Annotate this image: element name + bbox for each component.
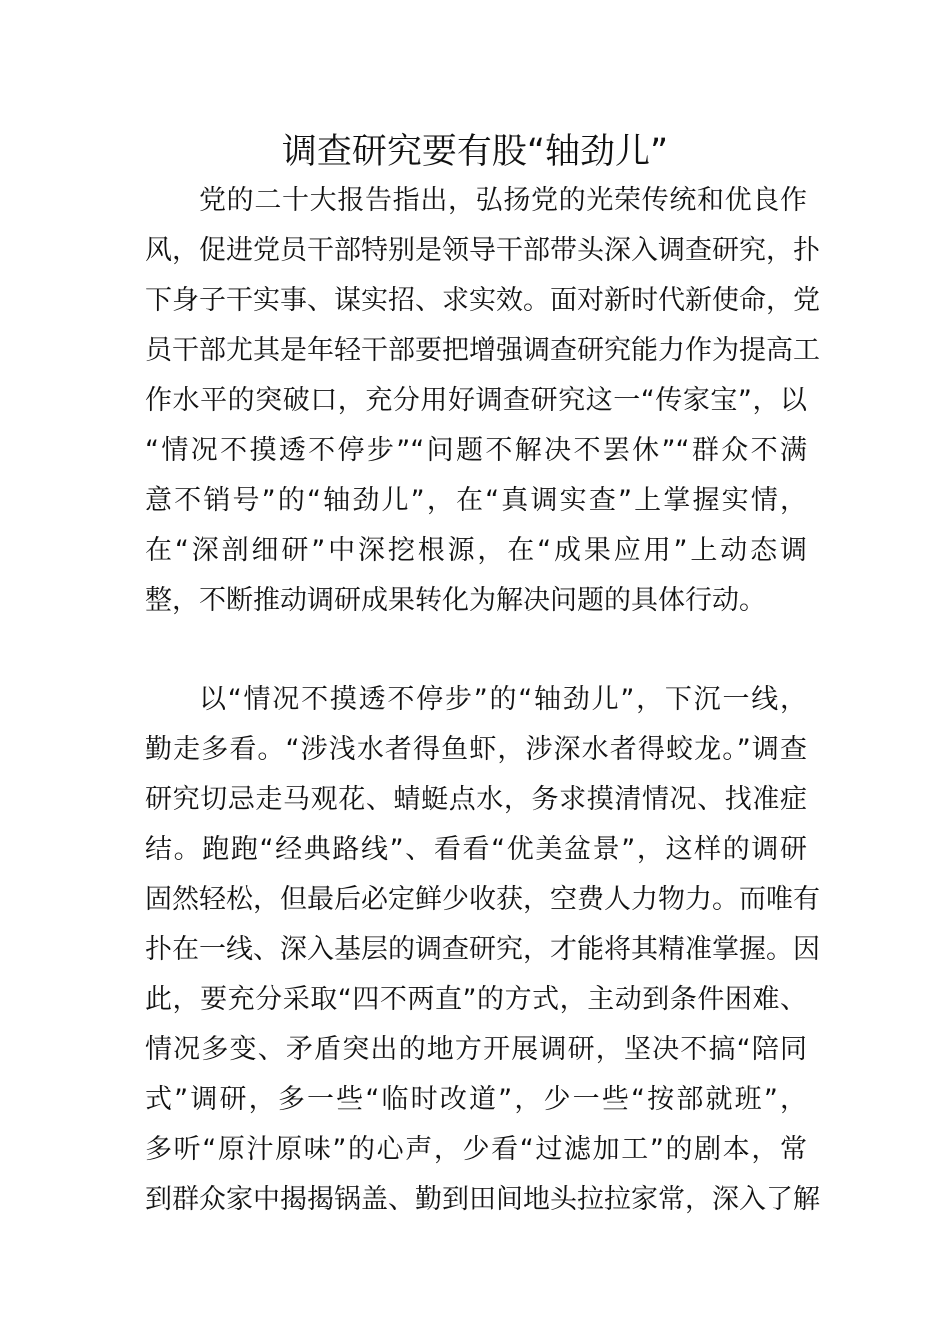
text-line: 式”调研，多一些“临时改道”，少一些“按部就班”， (145, 1084, 807, 1115)
text-line: 勤走多看。“涉浅水者得鱼虾，涉深水者得蛟龙。”调查 (145, 734, 807, 765)
text-line: “情况不摸透不停步”“问题不解决不罢休”“群众不满 (145, 435, 807, 466)
text-line: 情况多变、矛盾突出的地方开展调研，坚决不搞“陪同 (145, 1034, 807, 1065)
text-line: 到群众家中揭揭锅盖、勤到田间地头拉拉家常，深入了解 (145, 1184, 820, 1215)
text-line: 下身子干实事、谋实招、求实效。面对新时代新使命，党 (145, 285, 820, 316)
text-line: 党的二十大报告指出，弘扬党的光荣传统和优良作 (199, 185, 807, 216)
text-line: 结。跑跑“经典路线”、看看“优美盆景”，这样的调研 (145, 834, 807, 865)
text-line: 意不销号”的“轴劲儿”，在“真调实查”上掌握实情， (145, 485, 807, 516)
text-line: 多听“原汁原味”的心声，少看“过滤加工”的剧本，常 (145, 1134, 807, 1165)
paragraph-1 (145, 176, 820, 626)
document-title: 调查研究要有股“轴劲儿” (281, 132, 669, 172)
text-line: 整，不断推动调研成果转化为解决问题的具体行动。 (145, 585, 766, 616)
text-line: 扑在一线、深入基层的调查研究，才能将其精准掌握。因 (145, 934, 820, 965)
text-line: 在“深剖细研”中深挖根源，在“成果应用”上动态调 (145, 535, 807, 566)
text-line: 此，要充分采取“四不两直”的方式，主动到条件困难、 (145, 984, 807, 1015)
paragraph-2 (145, 675, 820, 1225)
text-line: 作水平的突破口，充分用好调查研究这一“传家宝”，以 (145, 385, 807, 416)
text-line: 风，促进党员干部特别是领导干部带头深入调查研究，扑 (145, 235, 820, 266)
text-line: 固然轻松，但最后必定鲜少收获，空费人力物力。而唯有 (145, 884, 820, 915)
text-line: 研究切忌走马观花、蜻蜓点水，务求摸清情况、找准症 (145, 784, 807, 815)
text-line: 以“情况不摸透不停步”的“轴劲儿”，下沉一线， (199, 684, 807, 715)
text-line: 员干部尤其是年轻干部要把增强调查研究能力作为提高工 (145, 335, 820, 366)
